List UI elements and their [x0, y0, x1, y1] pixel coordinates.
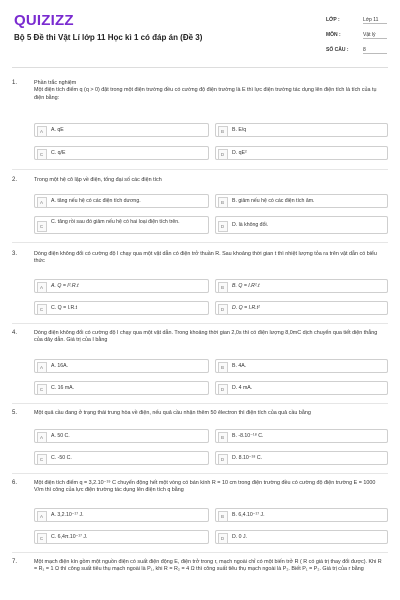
option-letter: B: [218, 511, 228, 522]
count-label: SỐ CÂU :: [326, 47, 349, 53]
option-letter: C: [37, 384, 47, 395]
option-letter: C: [37, 304, 47, 315]
option-letter: C: [37, 149, 47, 160]
question-divider: [12, 403, 388, 404]
question-number: 1.: [12, 80, 18, 86]
option-d[interactable]: [215, 530, 388, 544]
option-text: C. 16 mA.: [51, 385, 75, 392]
option-c[interactable]: [34, 146, 209, 160]
option-d[interactable]: [215, 381, 388, 395]
subject-label: MÔN :: [326, 32, 341, 38]
option-d[interactable]: [215, 451, 388, 465]
question-number: 6.: [12, 480, 18, 486]
option-b[interactable]: [215, 279, 388, 293]
option-text: B. E/q: [232, 127, 247, 134]
option-letter: D: [218, 384, 228, 395]
question-text: Một mạch điện kín gồm một nguồn điện có suất điện động E, điện trở trong r, mạch ngoài chỉ có một biến trở R ( R có giá trị thay đổi được). Khi R = R₁ = 1 Ω thì công suất tiêu thụ mạch ngoài là P₁, khi R = R₂ = 4 Ω thì công suất tiêu thụ mạch ngoài là P₂. Biết P₁ = P₂. Giá trị của r bằng: [34, 559, 382, 573]
option-b[interactable]: [215, 194, 388, 208]
question-text: Một quả cầu đang ở trạng thái trung hòa về điện, nếu quả cầu nhận thêm 50 êlectron thì điện tích của quả cầu bằng: [34, 410, 311, 416]
option-letter: D: [218, 304, 228, 315]
question-number: 2.: [12, 177, 18, 183]
option-letter: A: [37, 511, 47, 522]
question-text: Dòng điện không đổi có cường độ I chạy qua một vật dẫn có điện trở thuần R. Sau khoảng thời gian t thì nhiệt lượng tỏa ra trên vật dẫn có biểu thức: [34, 251, 377, 265]
option-b[interactable]: [215, 508, 388, 522]
option-a[interactable]: [34, 194, 209, 208]
quizizz-logo: QUIZIZZ: [14, 12, 74, 29]
class-label: LỚP :: [326, 17, 340, 23]
option-c[interactable]: [34, 301, 209, 315]
option-text: B. Q = I.R².t: [232, 283, 260, 290]
option-letter: C: [37, 533, 47, 544]
option-letter: D: [218, 454, 228, 465]
option-text: D. là không đổi.: [232, 222, 269, 228]
question-divider: [12, 552, 388, 553]
question-text: Phần trắc nghiệm Một điện tích điểm q (q > 0) đặt trong một điện trường đều có cường độ điện trường là E thì lực điện trường tác dụng lên điện tích là tích của tụ điện bằng:: [34, 80, 377, 101]
option-d[interactable]: [215, 301, 388, 315]
count-value: 8: [363, 47, 387, 54]
option-text: C. q/E: [51, 150, 66, 157]
option-letter: B: [218, 432, 228, 443]
option-letter: A: [37, 432, 47, 443]
option-letter: A: [37, 282, 47, 293]
option-letter: A: [37, 362, 47, 373]
question-number: 7.: [12, 559, 18, 565]
subject-value: Vật lý: [363, 32, 387, 39]
option-letter: C: [37, 454, 47, 465]
option-letter: B: [218, 362, 228, 373]
option-text: B. 6,4.10⁻¹⁷ J.: [232, 512, 265, 519]
option-text: C. Q = I.R.t: [51, 305, 78, 312]
option-text: B. -8.10⁻¹⁸ C.: [232, 433, 264, 440]
option-text: D. 4 mA.: [232, 385, 253, 392]
option-d[interactable]: [215, 216, 388, 234]
question-divider: [12, 323, 388, 324]
option-text: A. 16A.: [51, 363, 69, 370]
option-a[interactable]: [34, 429, 209, 443]
option-text: D. Q = I.R.t²: [232, 305, 260, 312]
question-text: Một điện tích điểm q = 3,2.10⁻¹⁹ C chuyển động hết một vòng có bán kính R = 10 cm trong điện trường đều có cường độ điện trường E = 1000 V/m thì công của lực điện trường tác dụng lên điện tích q bằng: [34, 480, 376, 494]
option-c[interactable]: [34, 381, 209, 395]
class-value: Lớp 11: [363, 17, 387, 24]
option-text: D. qE²: [232, 150, 247, 157]
option-text: C. -50 C.: [51, 455, 72, 462]
option-c[interactable]: [34, 530, 209, 544]
option-a[interactable]: [34, 508, 209, 522]
option-b[interactable]: [215, 359, 388, 373]
option-text: C. tăng rồi sau đó giảm nếu hệ có hai loại điện tích trên.: [51, 218, 180, 225]
question-number: 3.: [12, 251, 18, 257]
option-letter: C: [37, 221, 47, 232]
option-text: A. Q = I².R.t: [51, 283, 79, 290]
question-text: Trong một hệ cô lập về điện, tổng đại số các điện tích: [34, 177, 162, 183]
option-c[interactable]: [34, 216, 209, 234]
option-text: D. 0 J.: [232, 534, 247, 541]
option-letter: B: [218, 126, 228, 137]
question-divider: [12, 473, 388, 474]
option-text: B. giảm nếu hệ có các điện tích âm.: [232, 198, 315, 205]
document-title: Bộ 5 Đề thi Vật Lí lớp 11 Học kì 1 có đáp án (Đề 3): [14, 33, 203, 42]
question-text: Dòng điện không đổi có cường độ I chạy qua một vật dẫn. Trong khoảng thời gian 2,0s thì có điện lượng 8,0mC dịch chuyển qua tiết diện thẳng của dây dẫn. Giá trị của I bằng: [34, 330, 378, 344]
option-a[interactable]: [34, 123, 209, 137]
option-a[interactable]: [34, 279, 209, 293]
option-b[interactable]: [215, 429, 388, 443]
header-divider: [12, 67, 388, 68]
option-b[interactable]: [215, 123, 388, 137]
question-divider: [12, 242, 388, 243]
question-number: 4.: [12, 330, 18, 336]
option-letter: B: [218, 282, 228, 293]
option-letter: D: [218, 221, 228, 232]
option-letter: B: [218, 197, 228, 208]
option-letter: D: [218, 533, 228, 544]
option-text: B. 4A.: [232, 363, 247, 370]
option-letter: A: [37, 126, 47, 137]
option-text: A. 3,2.10⁻¹⁷ J.: [51, 512, 84, 519]
question-divider: [12, 169, 388, 170]
option-letter: A: [37, 197, 47, 208]
option-letter: D: [218, 149, 228, 160]
option-a[interactable]: [34, 359, 209, 373]
option-text: C. 6,4π.10⁻¹⁷ J.: [51, 534, 88, 541]
option-c[interactable]: [34, 451, 209, 465]
question-number: 5.: [12, 410, 18, 416]
option-d[interactable]: [215, 146, 388, 160]
option-text: A. tăng nếu hệ có các điện tích dương.: [51, 198, 141, 205]
option-text: A. qE: [51, 127, 64, 134]
option-text: A. 50 C.: [51, 433, 70, 440]
option-text: D. 8.10⁻¹⁸ C.: [232, 455, 263, 462]
